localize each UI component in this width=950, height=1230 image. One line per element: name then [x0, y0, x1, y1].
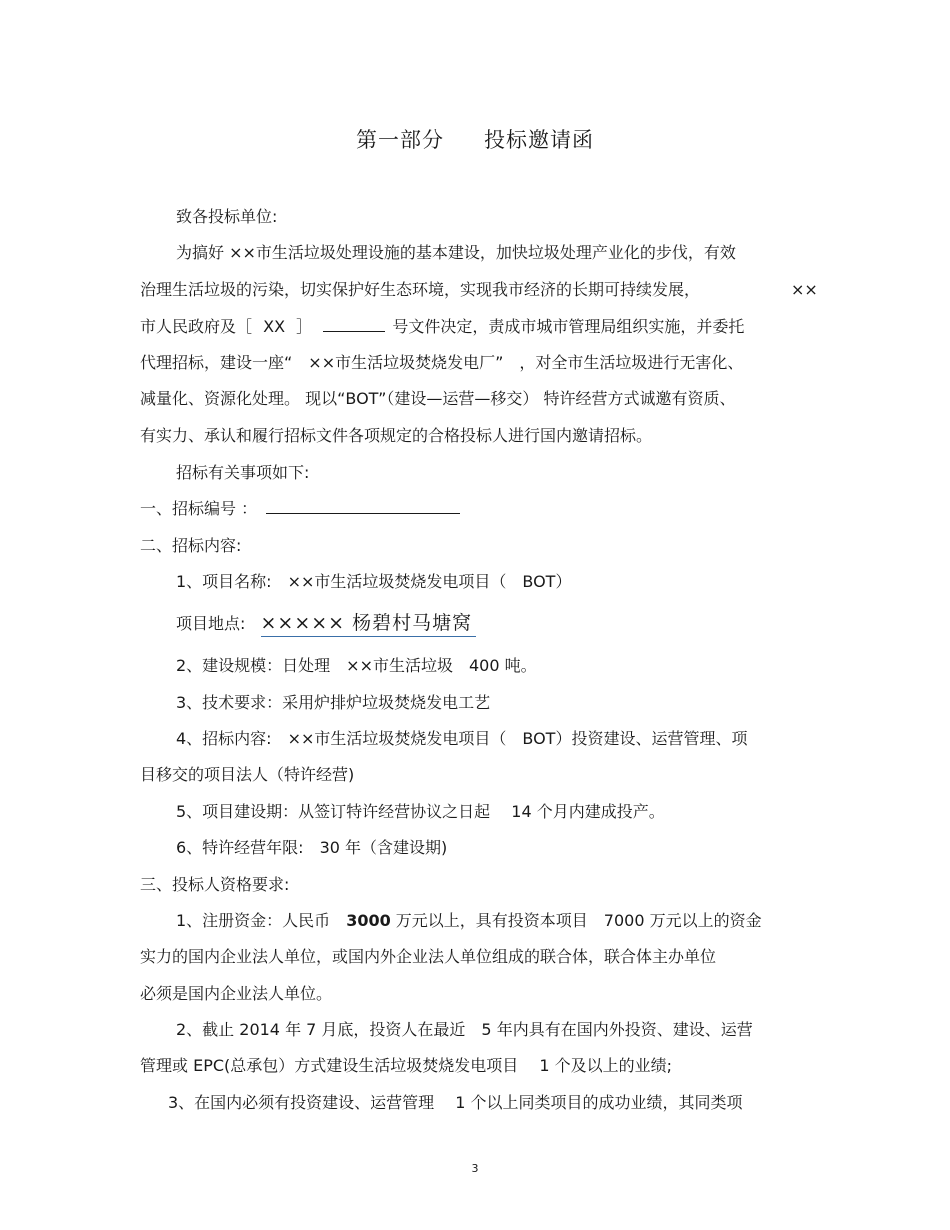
- section-2-item-5: 5、项目建设期：从签订特许经营协议之日起 14 个月内建成投产。: [176, 802, 665, 821]
- registered-capital-value: 3000: [346, 911, 391, 930]
- section-3-req-1-end: 必须是国内企业法人单位。: [140, 984, 333, 1003]
- tender-number-blank: [266, 513, 460, 514]
- intro-line-5: 减量化、资源化处理。 现以“BOT”（建设—运营—移交） 特许经营方式诚邀有资质、: [140, 389, 736, 408]
- intro-line-2-text: 治理生活垃圾的污染，切实保护好生态环境，实现我市经济的长期可持续发展，: [140, 280, 701, 299]
- intro-line-4: 代理招标，建设一座“ ××市生活垃圾焚烧发电厂” ，对全市生活垃圾进行无害化、: [140, 353, 744, 372]
- page-number: 3: [471, 1162, 479, 1175]
- section-2-item-1: 1、项目名称: ××市生活垃圾焚烧发电项目（ BOT）: [176, 572, 572, 591]
- page-title: [0, 124, 950, 154]
- section-3-req-3: 3、在国内必须有投资建设、运营管理 1 个以上同类项目的成功业绩，其同类项: [168, 1093, 743, 1112]
- salutation: 致各投标单位:: [176, 207, 278, 226]
- section-3-req-2-cont: 管理或 EPC(总承包）方式建设生活垃圾焚烧发电项目 1 个及以上的业绩;: [140, 1056, 673, 1075]
- section-2-item-2: 2、建设规模：日处理 ××市生活垃圾 400 吨。: [176, 656, 537, 675]
- title-part: 第一部分: [356, 128, 444, 152]
- title-name: 投标邀请函: [484, 128, 594, 152]
- location-label: 项目地点:: [176, 614, 246, 633]
- section-2-label: 二、招标内容:: [140, 536, 242, 555]
- section-2-item-6: 6、特许经营年限: 30 年（含建设期): [176, 838, 448, 857]
- req-1-pre: 1、注册资金：人民币: [176, 911, 347, 930]
- intro-line-1: 为搞好 ××市生活垃圾处理设施的基本建设，加快垃圾处理产业化的步伐，有效: [176, 243, 736, 262]
- section-1-label: 一、招标编号 ：: [140, 499, 258, 518]
- intro-line-3-c: ］: [296, 317, 313, 336]
- intro-line-2-city: ××: [791, 280, 818, 299]
- section-3-label: 三、投标人资格要求:: [140, 875, 290, 894]
- matters-heading: 招标有关事项如下:: [176, 463, 310, 482]
- document-number-blank: [323, 331, 385, 332]
- intro-line-6: 有实力、承认和履行招标文件各项规定的合格投标人进行国内邀请招标。: [140, 426, 653, 445]
- req-1-post: 万元以上，具有投资本项目 7000 万元以上的资金: [390, 911, 762, 930]
- intro-line-3: [140, 316, 744, 338]
- intro-line-2: [140, 279, 700, 301]
- section-2-item-3: 3、技术要求：采用炉排炉垃圾焚烧发电工艺: [176, 693, 491, 712]
- section-2-item-4: 4、招标内容: ××市生活垃圾焚烧发电项目（ BOT）投资建设、运营管理、项: [176, 729, 748, 748]
- intro-line-3-a: 市人民政府及［: [140, 317, 253, 336]
- section-1: [140, 498, 460, 520]
- section-2-item-4-cont: 目移交的项目法人（特许经营): [140, 765, 355, 784]
- section-3-req-1: [176, 910, 762, 932]
- section-3-req-2: 2、截止 2014 年 7 月底，投资人在最近 5 年内具有在国内外投资、建设、运营: [176, 1020, 753, 1039]
- section-3-req-1-cont: 实力的国内企业法人单位，或国内外企业法人单位组成的联合体，联合体主办单位: [140, 947, 717, 966]
- intro-line-3-d: 号文件决定，责成市城市管理局组织实施，并委托: [392, 317, 745, 336]
- project-location: [176, 612, 476, 637]
- location-value: ××××× 杨碧村马塘窝: [261, 612, 477, 637]
- intro-line-3-doc: XX: [263, 317, 286, 336]
